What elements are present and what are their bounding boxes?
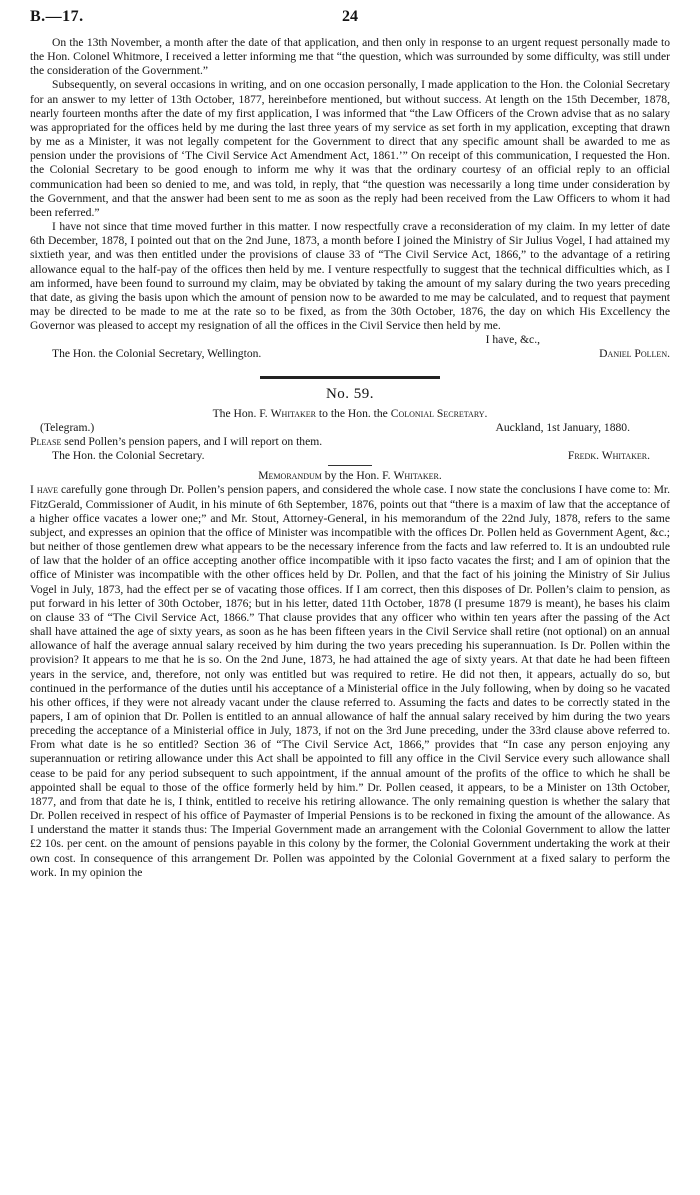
pollen-letter-continuation: [30, 36, 670, 362]
letter-closing-row: [30, 333, 670, 347]
letter-addressee-row: [30, 347, 670, 361]
telegram-place-date: Auckland, 1st January, 1880.: [495, 420, 630, 434]
telegram-label: (Telegram.): [40, 420, 95, 434]
telegram-addressee: The Hon. the Colonial Secretary.: [52, 449, 205, 463]
telegram-row: [30, 421, 670, 435]
telegram-message: Please send Pollen’s pension papers, and I will report on them.: [30, 435, 323, 449]
page-header: [30, 6, 670, 36]
letter-paragraph: Subsequently, on several occasions in writing, and on one occasion personally, I made application to the Hon. the Colonial Secretary for an answer to my letter of 13th October, 1877, hereinbefore mentioned, but without success. At length on the 15th December, 1878, nearly fourteen months after the date of my first application, I was informed that “the Law Officers of the Crown advise that as no salary was appropriated for the offices held by me during the last three years of my service as set forth in my application, excepting that drawn by me as a Minister, it was not legally competent for the Government to direct that any specific amount shall be awarded to me as pension under the provisions of ‘The Civil Service Act Amendment Act, 1861.’” On receipt of this communication, I requested the Hon. the Colonial Secretary to be good enough to inform me why it was that the ordinary courtesy of an official reply to an official communication had been so denied to me, and was told, in reply, that “the question was necessarily a long time under consideration by the Government, and that the answer had been sent to me as soon as the reply had been received from the Law Officers to whom it had been referred.”: [30, 78, 670, 219]
letter-paragraph: I have not since that time moved further in this matter. I now respectfully crave a reconsideration of my claim. In my letter of date 6th December, 1878, I pointed out that on the 2nd June, 1873, a month before I joined the Ministry of Sir Julius Vogel, I had attained my sixtieth year, and was then entitled under the provisions of clause 33 of “The Civil Service Act, 1866,” to the advantage of a retiring allowance equal to the half-pay of the offices then held by me. I venture respectfully to suggest that the technical difficulties which, as I am informed, have been found to surround my claim, may be obviated by taking the amount of my salary during the two years preceding that date, as giving the basis upon which the amount of pension now to be awarded to me may be calculated, and to request that payment may be directed to be made to me at the rate so to be fixed, as from the 30th October, 1876, the day on which His Excellency the Governor was pleased to accept my resignation of all the offices in the Civil Service then held by me.: [30, 220, 670, 333]
letter-addressee: The Hon. the Colonial Secretary, Wellington.: [52, 347, 262, 361]
memorandum-body: I have carefully gone through Dr. Pollen’s pension papers, and considered the whole case. I now state the conclusions I have come to: Mr. FitzGerald, Commissioner of Audit, in his minute of 6th September, 1876, points out that “there is a maxim of law that the acceptance of a higher office vacates a lower one;” and Mr. Stout, Attorney-General, in his memorandum of the 22nd July, 1878, refers to the same subject, and expresses an opinion that the office of Minister was incompatible with the offices Dr. Pollen held as Government Agent, &c.; but neither of those gentlemen drew what appears to be the necessary inference from the facts and law referred to. It is an undoubted rule of law that the holder of an office accepting another office incompatible with it ipso facto vacates the first; and I am of opinion that the office of Minister was incompatible with the other offices held by Dr. Pollen, and that the fact of his joining the Ministry of Sir Julius Vogel in July, 1873, had the effect per se of vacating those offices. If I am correct, then this disposes of Dr. Pollen’s claim to pension, as put forward in his letter of 30th October, 1876; but in his letter, dated 11th October, 1878 (I presume 1879 is meant), he bases his claim on clause 33 of “The Civil Service Act, 1866.” That clause provides that any officer who within ten years after the passing of the Act shall have attained the age of sixty years, as soon as he has been fifteen years in the Civil Service shall retire (not optional) on an annual allowance of half the average annual salary received by him during the two years preceding his superannuation. Is Dr. Pollen within the provision? It appears to me that he is so. On the 2nd June, 1873, he had attained the age of sixty years. At that date he had been fifteen years in the service, and, therefore, not only was entitled but was required to retire. He did not then, it appears, actually do so, but continued in the performance of the duties until his acceptance of a Ministerial office in the July following, when by doing so he vacated his other offices, if they were not already vacant under the clause referred to. Assuming the facts and dates to be correctly stated in the papers, I am of opinion that Dr. Pollen is entitled to an annual allowance of half the annual salary received by him during the two years preceding the acceptance of a Ministerial office in July, 1873, if not on the 3rd June preceding, under the 33rd clause above referred to. From what date is he so entitled? Section 36 of “The Civil Service Act, 1866,” provides that “In case any person enjoying any superannuation or retiring allowance under this Act shall be appointed to fill any office in the Civil Service every such allowance shall cease to be paid for any period subsequent to such appointment, if the annual amount of the profits of the office to which he shall be appointed shall be equal to those of the office formerly held by him.” Dr. Pollen ceased, it appears, to be a Minister on 13th October, 1877, and from that date he is, I think, entitled to receive his retiring allowance. The only remaining question is whether the salary that Dr. Pollen received in respect of his office of Paymaster of Imperial Pensions is to be reckoned in fixing the amount of the allowance. As I understand the matter it stands thus: The Imperial Government made an arrangement with the Colonial Government to allow the latter £2 10s. per cent. on the amount of pensions payable in this colony by the former, the Colonial Government undertaking the work at their own cost. In consequence of this arrangement Dr. Pollen was appointed by the Colonial Government at a fixed salary to perform the work. In my opinion the: [30, 483, 670, 879]
telegram-signature: Fredk. Whitaker.: [567, 449, 650, 463]
section-number: No. 59.: [325, 385, 375, 402]
section-divider: [260, 376, 440, 379]
letter-paragraph: On the 13th November, a month after the date of that application, and then only in response to an urgent request personally made to the Hon. Colonel Whitmore, I received a letter informing me that “the question, which was surrounded by some difficulty, was still under the consideration of the Government.”: [30, 36, 670, 78]
memo-divider: [328, 465, 372, 466]
page-number: 24: [342, 8, 358, 25]
letter-closing: I have, &c.,: [485, 333, 540, 347]
telegram-addressee-row: [30, 449, 670, 463]
section-no-59: [30, 387, 670, 464]
section-subtitle: The Hon. F. Whitaker to the Hon. the Colonial Secretary.: [212, 406, 488, 420]
memorandum-title: Memorandum by the Hon. F. Whitaker.: [258, 469, 442, 483]
memorandum-section: [30, 469, 670, 880]
document-code: B.—17.: [30, 8, 84, 25]
letter-signature: Daniel Pollen.: [599, 347, 670, 361]
